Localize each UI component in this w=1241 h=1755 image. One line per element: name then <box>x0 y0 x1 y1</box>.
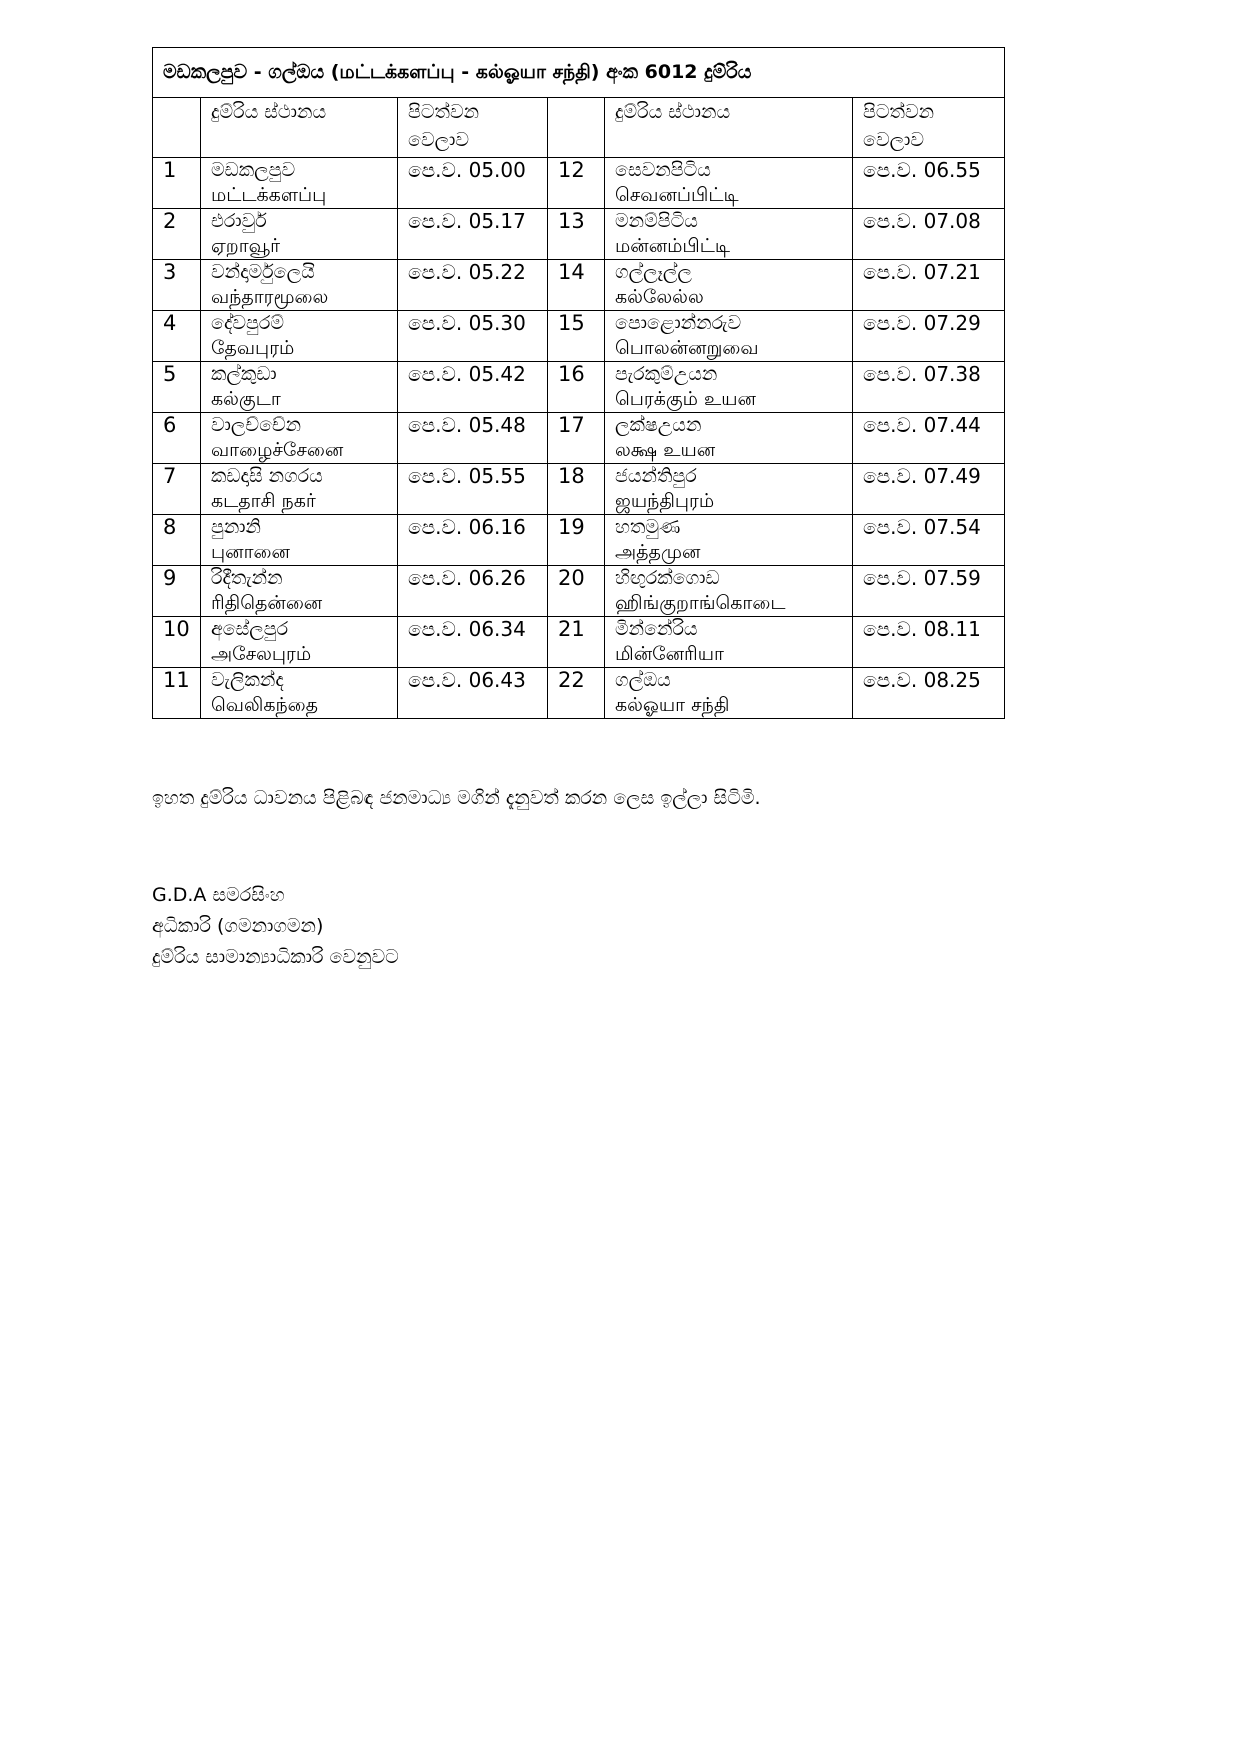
stop-number: 15 <box>548 311 605 362</box>
table-row <box>153 464 1005 515</box>
stop-number: 14 <box>548 260 605 311</box>
stop-number: 4 <box>153 311 201 362</box>
header-number-left <box>153 98 201 158</box>
station-name-sinhala: සෙවනපිටිය <box>615 159 711 181</box>
signatory-position: අධිකාරි (ගමනාගමන) <box>152 915 324 937</box>
station-name-tamil: வாழைச்சேனை <box>211 439 344 461</box>
station-name <box>605 413 853 464</box>
station-name-sinhala: ගල්ඔය <box>615 669 671 691</box>
station-name-sinhala: පොළොන්නරුව <box>615 312 742 334</box>
station-name-tamil: லக்ஷ உயன <box>615 439 716 461</box>
stop-number: 12 <box>548 158 605 209</box>
departure-time: පෙ.ව. 07.49 <box>853 464 1005 515</box>
departure-time: පෙ.ව. 06.26 <box>398 566 548 617</box>
station-name <box>605 464 853 515</box>
station-name-sinhala: වාලච්චේන <box>211 414 302 436</box>
departure-time: පෙ.ව. 08.11 <box>853 617 1005 668</box>
table-row <box>153 362 1005 413</box>
stop-number: 22 <box>548 668 605 719</box>
table-row <box>153 209 1005 260</box>
station-name-sinhala: ගල්ලෑල්ල <box>615 261 692 283</box>
departure-time: පෙ.ව. 05.22 <box>398 260 548 311</box>
departure-time: පෙ.ව. 06.16 <box>398 515 548 566</box>
header-station-left: දුම්රිය ස්ථානය <box>201 98 398 158</box>
station-name-sinhala: පැරකුම්උයන <box>615 363 718 385</box>
table-row <box>153 668 1005 719</box>
station-name-tamil: ரிதிதென்னை <box>211 592 323 614</box>
departure-time: පෙ.ව. 05.42 <box>398 362 548 413</box>
departure-time: පෙ.ව. 07.38 <box>853 362 1005 413</box>
station-name <box>201 566 398 617</box>
timetable-header-row <box>153 98 1005 158</box>
departure-time: පෙ.ව. 07.44 <box>853 413 1005 464</box>
station-name-sinhala: මනම්පිටිය <box>615 210 698 232</box>
header-time-right <box>853 98 1005 158</box>
station-name <box>201 413 398 464</box>
station-name <box>605 209 853 260</box>
station-name-tamil: செவனப்பிட்டி <box>615 184 739 206</box>
departure-time: පෙ.ව. 07.29 <box>853 311 1005 362</box>
station-name <box>605 566 853 617</box>
station-name-tamil: கல்லேல்ல <box>615 286 704 308</box>
station-name <box>201 362 398 413</box>
departure-time: පෙ.ව. 05.00 <box>398 158 548 209</box>
timetable-title-row <box>153 48 1005 98</box>
station-name <box>605 617 853 668</box>
table-row <box>153 515 1005 566</box>
station-name <box>201 515 398 566</box>
station-name-tamil: கடதாசி நகர் <box>211 490 316 512</box>
stop-number: 5 <box>153 362 201 413</box>
station-name-sinhala: ලක්ෂඋයන <box>615 414 702 436</box>
station-name <box>201 668 398 719</box>
stop-number: 9 <box>153 566 201 617</box>
station-name-tamil: மின்னேரியா <box>615 643 724 665</box>
station-name <box>605 260 853 311</box>
station-name <box>605 158 853 209</box>
header-time-left-text: පිටත්වන වෙලාව <box>408 101 480 151</box>
departure-time: පෙ.ව. 08.25 <box>853 668 1005 719</box>
departure-time: පෙ.ව. 07.21 <box>853 260 1005 311</box>
stop-number: 20 <box>548 566 605 617</box>
station-name <box>605 515 853 566</box>
station-name <box>201 209 398 260</box>
station-name-tamil: கல்ஓயா சந்தி <box>615 694 730 716</box>
station-name-sinhala: දේවපුරම් <box>211 312 285 334</box>
header-number-right <box>548 98 605 158</box>
station-name <box>605 362 853 413</box>
table-row <box>153 260 1005 311</box>
stop-number: 17 <box>548 413 605 464</box>
header-station-right: දුම්රිය ස්ථානය <box>605 98 853 158</box>
departure-time: පෙ.ව. 05.48 <box>398 413 548 464</box>
station-name-sinhala: රිදීතැන්න <box>211 567 283 589</box>
station-name-tamil: புனானை <box>211 541 290 563</box>
stop-number: 11 <box>153 668 201 719</box>
station-name-tamil: ஹிங்குறாங்கொடை <box>615 592 786 614</box>
notice-text: ඉහත දුම්රිය ධාවනය පිළිබඳ ජනමාධ්‍ය මගින් දැනුවත් කරන ලෙස ඉල්ලා සිටිමි. <box>152 787 761 809</box>
table-row <box>153 617 1005 668</box>
stop-number: 19 <box>548 515 605 566</box>
stop-number: 1 <box>153 158 201 209</box>
station-name-tamil: தேவபுரம் <box>211 337 295 359</box>
table-row <box>153 566 1005 617</box>
station-name-tamil: கல்குடா <box>211 388 281 410</box>
station-name-sinhala: පුනානි <box>211 516 261 538</box>
timetable-title: මඩකලපුව - ගල්ඔය (மட்டக்களப்பு - கல்ஓயா சந்தி) අංක 6012 දුම්රිය <box>153 48 1005 98</box>
departure-time: පෙ.ව. 07.59 <box>853 566 1005 617</box>
signature-block <box>152 880 399 973</box>
departure-time: පෙ.ව. 06.55 <box>853 158 1005 209</box>
station-name-tamil: மன்னம்பிட்டி <box>615 235 731 257</box>
station-name-sinhala: ජයන්තිපුර <box>615 465 697 487</box>
stop-number: 10 <box>153 617 201 668</box>
stop-number: 8 <box>153 515 201 566</box>
departure-time: පෙ.ව. 06.34 <box>398 617 548 668</box>
station-name-sinhala: මඩකලපුව <box>211 159 296 181</box>
station-name-tamil: வந்தாரமூலை <box>211 286 329 308</box>
departure-time: පෙ.ව. 07.08 <box>853 209 1005 260</box>
station-name-tamil: வெலிகந்தை <box>211 694 319 716</box>
station-name-sinhala: වන්දාර්මුලෙයි <box>211 261 315 283</box>
station-name <box>201 617 398 668</box>
table-row <box>153 311 1005 362</box>
station-name-tamil: ஜயந்திபுரம் <box>615 490 715 512</box>
departure-time: පෙ.ව. 05.55 <box>398 464 548 515</box>
stop-number: 3 <box>153 260 201 311</box>
departure-time: පෙ.ව. 07.54 <box>853 515 1005 566</box>
station-name-sinhala: හිඟුරක්ගොඩ <box>615 567 720 589</box>
station-name-sinhala: එරාවුර් <box>211 210 267 232</box>
station-name <box>201 260 398 311</box>
stop-number: 13 <box>548 209 605 260</box>
departure-time: පෙ.ව. 05.17 <box>398 209 548 260</box>
stop-number: 18 <box>548 464 605 515</box>
table-row <box>153 413 1005 464</box>
station-name-sinhala: අසේලපුර <box>211 618 289 640</box>
station-name <box>201 158 398 209</box>
station-name-tamil: அசேலபுரம் <box>211 643 312 665</box>
station-name-tamil: மட்டக்களப்பு <box>211 184 327 206</box>
station-name-sinhala: කඩදාසි නගරය <box>211 465 323 487</box>
stop-number: 7 <box>153 464 201 515</box>
station-name-tamil: பெரக்கும் உயன <box>615 388 756 410</box>
stop-number: 16 <box>548 362 605 413</box>
header-time-right-text: පිටත්වන වෙලාව <box>863 101 935 151</box>
header-time-left <box>398 98 548 158</box>
station-name <box>201 464 398 515</box>
station-name-sinhala: කල්කුඩා <box>211 363 277 385</box>
station-name <box>201 311 398 362</box>
signatory-name: G.D.A සමරසිංහ <box>152 884 285 906</box>
signatory-on-behalf: දුම්රිය සාමාන්‍යාධිකාරි වෙනුවට <box>152 946 399 968</box>
station-name <box>605 311 853 362</box>
station-name-tamil: பொலன்னறுவை <box>615 337 759 359</box>
departure-time: පෙ.ව. 06.43 <box>398 668 548 719</box>
stop-number: 21 <box>548 617 605 668</box>
stop-number: 2 <box>153 209 201 260</box>
station-name-sinhala: වැලිකන්ද <box>211 669 284 691</box>
station-name-tamil: ஏறாவூர் <box>211 235 281 257</box>
station-name-sinhala: හතමුණ <box>615 516 681 538</box>
station-name <box>605 668 853 719</box>
departure-time: පෙ.ව. 05.30 <box>398 311 548 362</box>
stop-number: 6 <box>153 413 201 464</box>
train-timetable <box>152 47 1005 719</box>
station-name-tamil: அத்தமுன <box>615 541 701 563</box>
station-name-sinhala: මින්නේරිය <box>615 618 698 640</box>
table-row <box>153 158 1005 209</box>
